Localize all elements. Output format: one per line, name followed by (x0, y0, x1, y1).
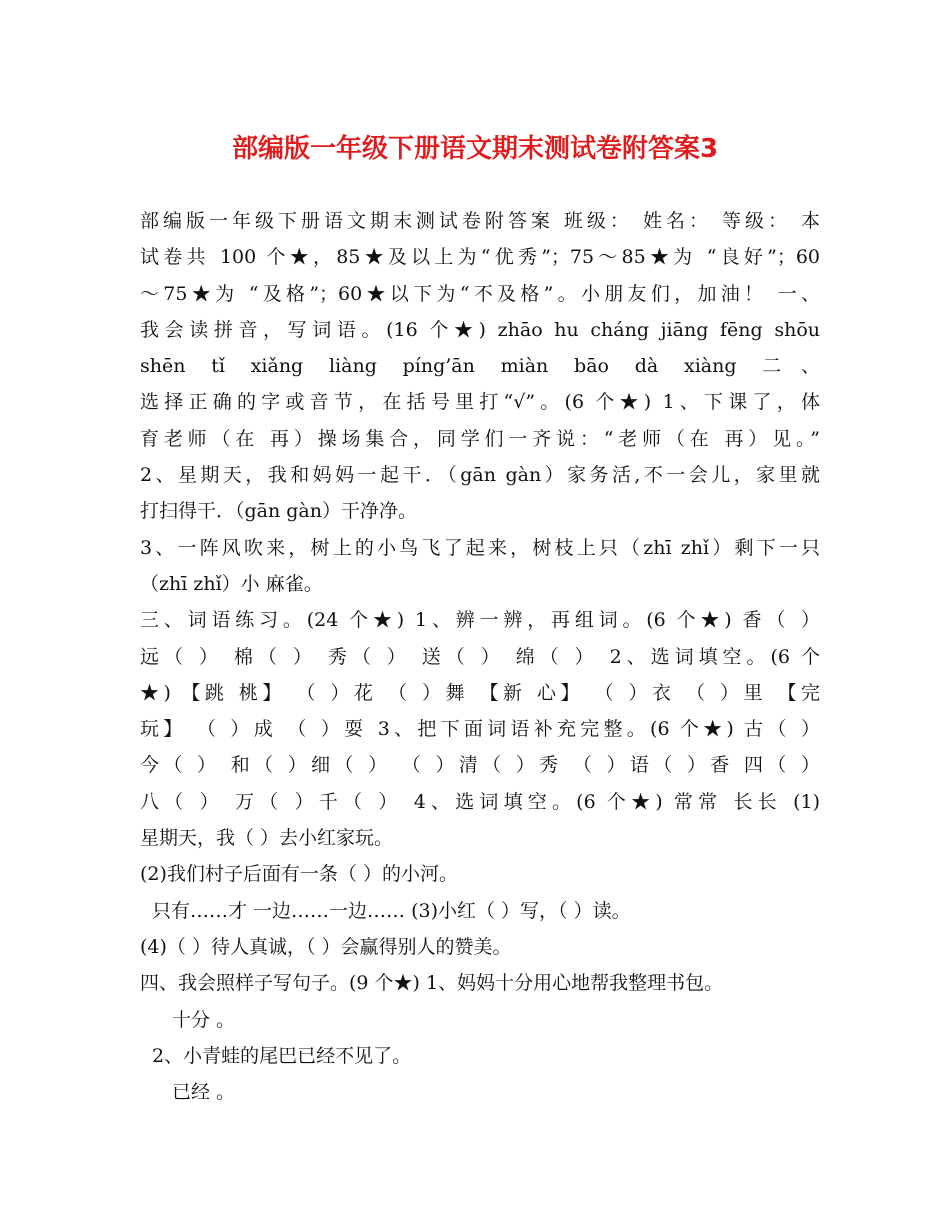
text-line: (4)（ ）待人真诚，（ ）会赢得别人的赞美。 (140, 935, 512, 958)
text-line: 育老师（在 再）操场集合，同学们一齐说：“老师（在 再）见。” (140, 427, 820, 450)
text-line: 八（ ） 万（ ）千（ ） 4、选词填空。(6 个★) 常常 长长 (1) (140, 790, 820, 813)
text-line: shēn tǐ xiǎng liàng píng’ān miàn bāo dà xiàng 二、 (140, 355, 820, 378)
document-title: 部编版一年级下册语文期末测试卷附答案3 (231, 134, 719, 164)
document-body (140, 203, 820, 1110)
text-line: 今（ ） 和（ ）细（ ） （ ）清（ ）秀 （ ）语（ ）香 四（ ） (140, 754, 820, 777)
text-line: (2)我们村子后面有一条（ ）的小河。 (140, 863, 458, 886)
text-line: 3、一阵风吹来，树上的小鸟飞了起来，树枝上只（zhī zhǐ）剩下一只 (140, 536, 820, 559)
text-line: 2、小青蛙的尾巴已经不见了。 (152, 1044, 412, 1067)
text-line: 四、我会照样子写句子。(9 个★) 1、妈妈十分用心地帮我整理书包。 (140, 972, 724, 995)
text-line: 十分 。 (172, 1008, 236, 1031)
text-line: 2、星期天，我和妈妈一起干．（gān gàn）家务活,不一会儿，家里就 (140, 464, 820, 487)
text-line: 试卷共 100 个★，85★及以上为“优秀”；75～85★为 “良好”；60 (140, 246, 820, 269)
text-line: 远（ ） 棉（ ） 秀（ ） 送（ ） 绵（ ） 2、选词填空。(6 个 (140, 645, 820, 668)
text-line: 我会读拼音，写词语。(16 个★) zhāo hu cháng jiāng fēng shōu (140, 318, 820, 341)
text-line: 星期天，我（ ）去小红家玩。 (140, 827, 394, 850)
text-line: ★) 【跳 桃】 （ ）花 （ ）舞 【新 心】 （ ）衣 （ ）里 【完 (140, 681, 820, 704)
text-line: 只有……才 一边……一边…… (3)小红（ ）写，（ ）读。 (152, 899, 631, 922)
text-line: 三、词语练习。(24 个★) 1、辨一辨，再组词。(6 个★) 香（ ） (140, 609, 820, 632)
text-line: 部编版一年级下册语文期末测试卷附答案 班级： 姓名： 等级： 本 (140, 210, 820, 232)
text-line: 打扫得干．（gān gàn）干净净。 (140, 500, 417, 523)
text-line: 选择正确的字或音节，在括号里打“√”。(6 个★) 1、下课了，体 (140, 391, 820, 414)
text-line: （zhī zhǐ）小 麻雀。 (140, 572, 323, 595)
text-line: 已经 。 (172, 1081, 236, 1104)
text-line: ～75★为 “及格”；60★以下为“不及格”。小朋友们，加油！ 一、 (140, 282, 820, 305)
text-line: 玩】 （ ）成 （ ）耍 3、把下面词语补充完整。(6 个★) 古（ ） (140, 718, 820, 741)
